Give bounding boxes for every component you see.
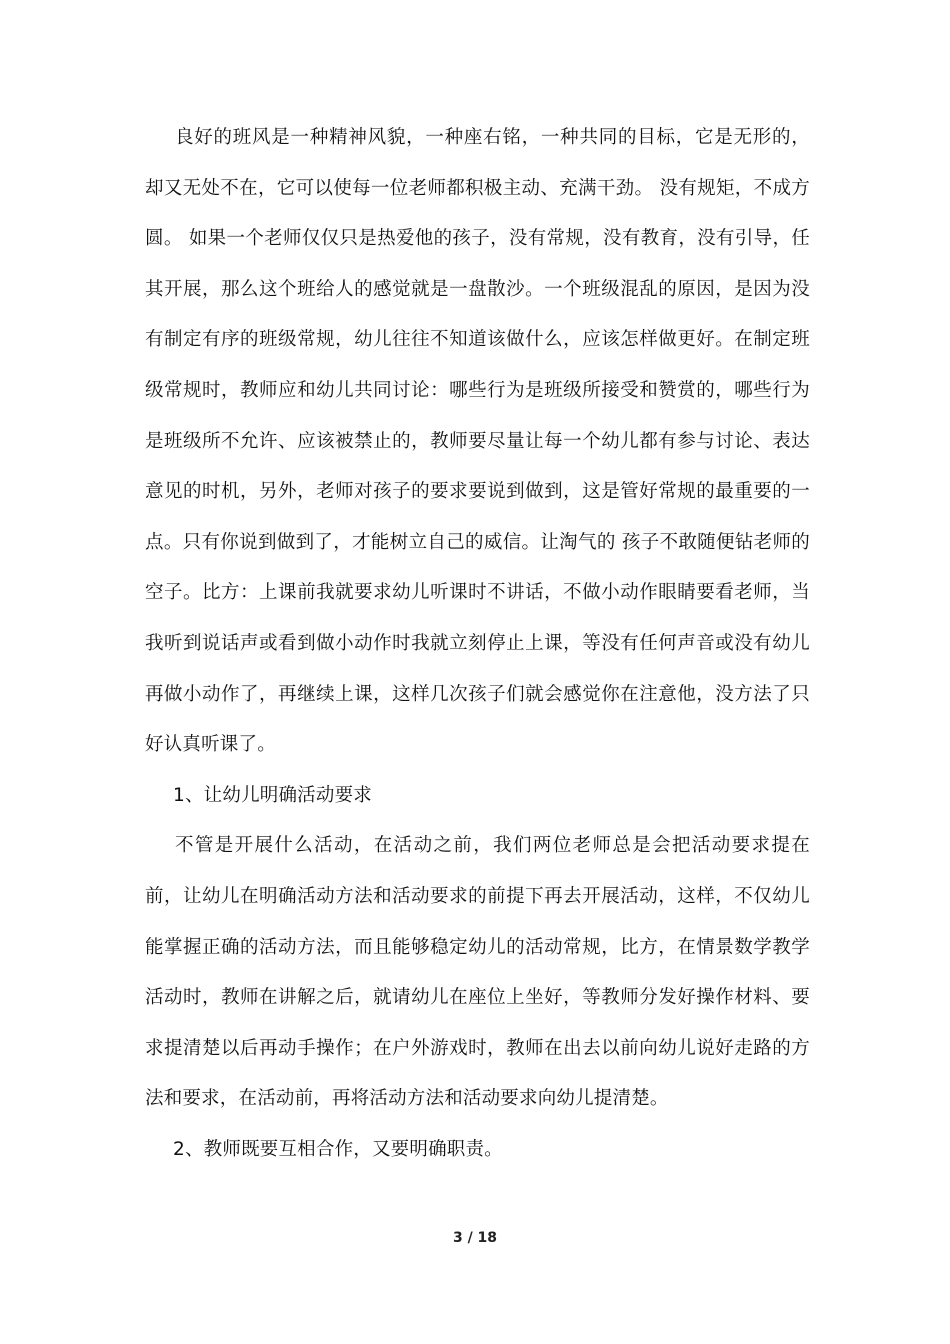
document-body <box>145 113 810 1175</box>
heading-teacher-cooperation: 2、教师既要互相合作，又要明确职责。 <box>173 1138 503 1160</box>
heading-activity-requirements: 1、让幼儿明确活动要求 <box>173 784 372 806</box>
page-number: 3 / 18 <box>452 1230 498 1246</box>
paragraph-class-atmosphere: 良好的班风是一种精神风貌，一种座右铭，一种共同的目标，它是无形的，却又无处不在，它可以使每一位老师都积极主动、充满干劲。 没有规矩，不成方圆。 如果一个老师仅仅只是热爱他的孩子，没有常规，没有教育，没有引导，任其开展，那么这个班给人的感觉就是一盘散沙。一个班级混乱的原因，是因为没有制定有序的班级常规，幼儿往往不知道该做什么，应该怎样做更好。在制定班级常规时，教师应和幼儿共同讨论：哪些行为是班级所接受和赞赏的，哪些行为是班级所不允许、应该被禁止的，教师要尽量让每一个幼儿都有参与讨论、表达意见的时机，另外，老师对孩子的要求要说到做到，这是管好常规的最重要的一点。只有你说到做到了，才能树立自己的威信。让淘气的 孩子不敢随便钻老师的空子。比方：上课前我就要求幼儿听课时不讲话，不做小动作眼睛要看老师，当我听到说话声或看到做小动作时我就立刻停止上课，等没有任何声音或没有幼儿再做小动作了，再继续上课，这样几次孩子们就会感觉你在注意他，没方法了只好认真听课了。 <box>145 127 810 756</box>
paragraph-activity-requirements: 不管是开展什么活动，在活动之前，我们两位老师总是会把活动要求提在前，让幼儿在明确活动方法和活动要求的前提下再去开展活动，这样，不仅幼儿能掌握正确的活动方法，而且能够稳定幼儿的活动常规，比方，在情景数学教学活动时，教师在讲解之后，就请幼儿在座位上坐好，等教师分发好操作材料、要求提清楚以后再动手操作；在户外游戏时，教师在出去以前向幼儿说好走路的方法和要求，在活动前，再将活动方法和活动要求向幼儿提清楚。 <box>145 835 810 1110</box>
